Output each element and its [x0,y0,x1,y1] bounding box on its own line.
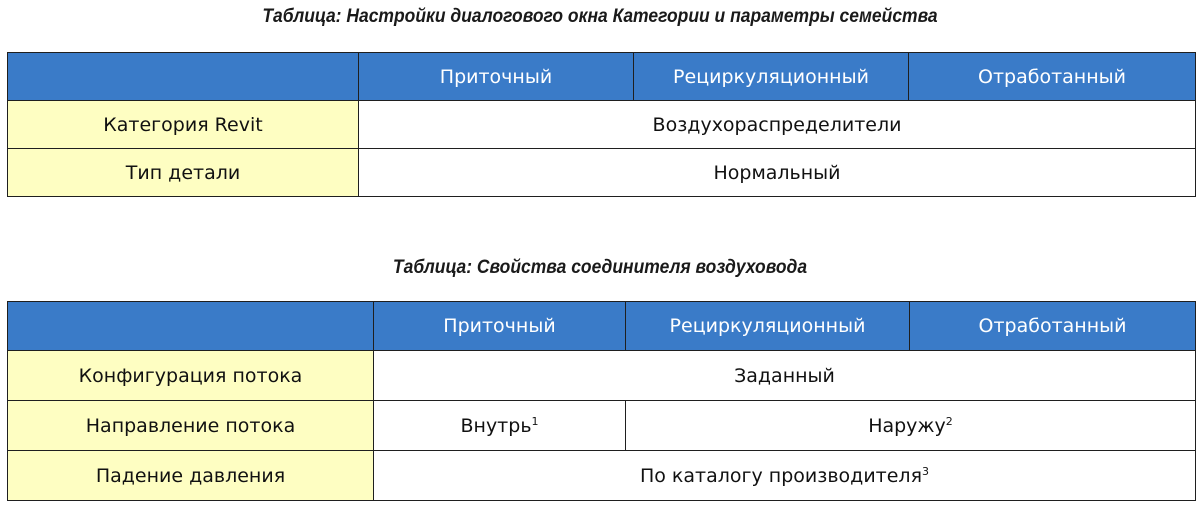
pressure-drop-value: По каталогу производителя [639,464,922,487]
row-label-revit-category: Категория Revit [8,101,359,149]
header-cell-exhaust: Отработанный [909,53,1196,101]
row-label-flow-configuration: Конфигурация потока [8,351,374,401]
footnote-marker: 1 [531,414,539,428]
revit-category-value: Воздухораспределители [359,101,1196,149]
header-cell-exhaust: Отработанный [910,302,1196,351]
pressure-drop-cell [374,451,1196,501]
footnote-marker: 2 [945,414,953,428]
table2-caption: Таблица: Свойства соединителя воздуховода [392,257,808,278]
table-row [8,351,1196,401]
row-label-flow-direction: Направление потока [8,401,374,451]
duct-connector-properties-table [7,301,1196,501]
table-header-row [8,53,1196,101]
row-label-part-type: Тип детали [8,149,359,197]
table-row [8,401,1196,451]
header-cell-empty [8,53,359,101]
flow-direction-supply-value: Внутрь [460,414,532,437]
flow-direction-supply-cell [374,401,626,451]
header-cell-supply: Приточный [359,53,634,101]
table1-caption: Таблица: Настройки диалогового окна Категории и параметры семейства [262,6,938,27]
part-type-value: Нормальный [359,149,1196,197]
table-row [8,149,1196,197]
header-cell-recirculation: Рециркуляционный [626,302,910,351]
family-category-parameters-table [7,52,1196,197]
table-row [8,451,1196,501]
table-header-row [8,302,1196,351]
table-row [8,101,1196,149]
header-cell-recirculation: Рециркуляционный [634,53,909,101]
flow-configuration-value: Заданный [374,351,1196,401]
footnote-marker: 3 [922,464,929,478]
header-cell-supply: Приточный [374,302,626,351]
row-label-pressure-drop: Падение давления [8,451,374,501]
flow-direction-other-cell [626,401,1196,451]
header-cell-empty [8,302,374,351]
flow-direction-other-value: Наружу [868,414,946,437]
